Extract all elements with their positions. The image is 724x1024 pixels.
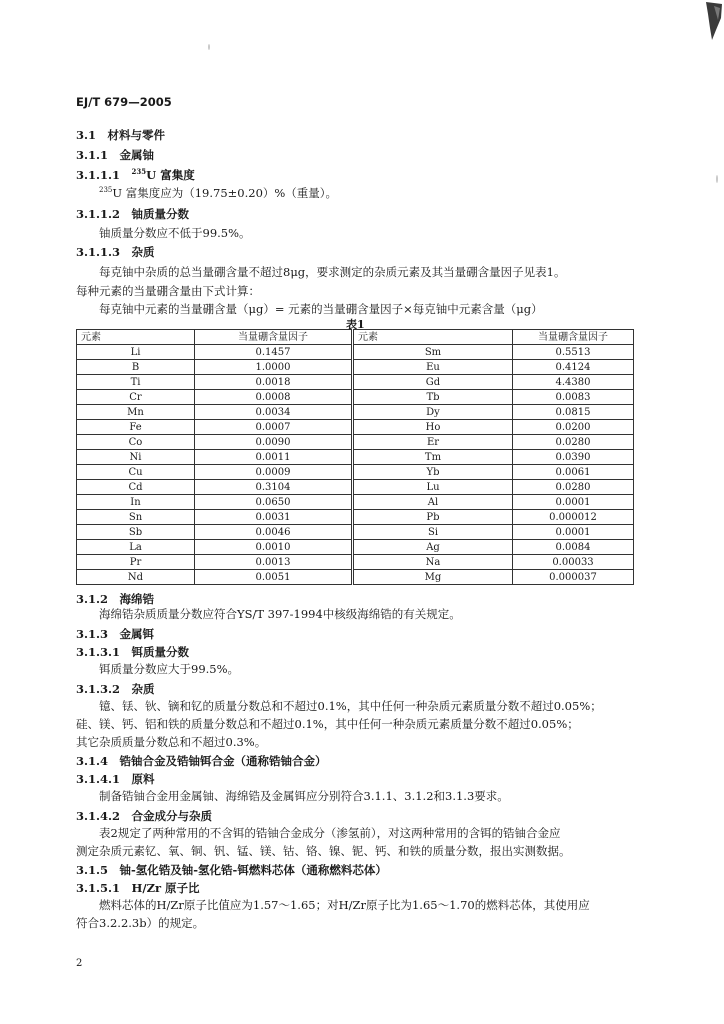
element-cell: Sm xyxy=(353,345,513,360)
page-number: 2 xyxy=(76,958,83,969)
table-row xyxy=(77,495,634,510)
factor-cell: 0.00033 xyxy=(513,555,634,570)
body-line: U 富集度应为（19.75±0.20）%（重量）。 xyxy=(112,186,338,200)
element-cell: Tm xyxy=(353,450,513,465)
table-row xyxy=(77,375,634,390)
body-text xyxy=(99,185,337,201)
table-row xyxy=(77,405,634,420)
section-heading: 3.1.4.1 原料 xyxy=(76,772,155,786)
factor-cell: 0.0650 xyxy=(195,495,353,510)
element-cell: Cr xyxy=(77,390,195,405)
body-text: 镱、铥、钬、镝和钇的质量分数总和不超过0.1%，其中任何一种杂质元素质量分数不超过0.05%； xyxy=(99,699,602,713)
table-caption: 表1 xyxy=(346,318,365,331)
element-cell: Sn xyxy=(77,510,195,525)
factor-cell: 0.000012 xyxy=(513,510,634,525)
factor-cell: 0.0084 xyxy=(513,540,634,555)
factor-cell: 0.3104 xyxy=(195,480,353,495)
factor-cell: 0.0001 xyxy=(513,525,634,540)
section-heading: 3.1.1.2 铀质量分数 xyxy=(76,207,190,221)
superscript: 235 xyxy=(99,186,113,195)
table-row xyxy=(77,540,634,555)
factor-cell: 0.4124 xyxy=(513,360,634,375)
element-cell: Mn xyxy=(77,405,195,420)
body-text: 测定杂质元素钇、氧、铜、钒、锰、镁、钴、铬、镍、铌、钙、和铁的质量分数，报出实测数据。 xyxy=(76,844,571,858)
table-row xyxy=(77,390,634,405)
element-cell: Eu xyxy=(353,360,513,375)
table-row xyxy=(77,570,634,585)
factor-cell: 0.0200 xyxy=(513,420,634,435)
element-cell: Na xyxy=(353,555,513,570)
body-text: 燃料芯体的H/Zr原子比值应为1.57～1.65；对H/Zr原子比为1.65～1.70的燃料芯体，其使用应 xyxy=(99,898,590,912)
table-row xyxy=(77,450,634,465)
body-text: 其它杂质质量分数总和不超过0.3%。 xyxy=(76,735,267,749)
table-row xyxy=(77,555,634,570)
column-header: 元素 xyxy=(353,330,513,345)
section-heading: 3.1.4.2 合金成分与杂质 xyxy=(76,809,213,823)
factor-cell: 0.0009 xyxy=(195,465,353,480)
factor-cell: 0.0280 xyxy=(513,435,634,450)
factor-cell: 0.0013 xyxy=(195,555,353,570)
superscript: 235 xyxy=(131,167,147,177)
body-text: 硅、镁、钙、铝和铁的质量分数总和不超过0.1%，其中任何一种杂质元素质量分数不超过0.05%； xyxy=(76,717,579,731)
table-1 xyxy=(76,329,634,585)
body-text: 每克铀中杂质的总当量硼含量不超过8μg，要求测定的杂质元素及其当量硼含量因子见表1。 xyxy=(99,265,566,279)
body-text: 铒质量分数应大于99.5%。 xyxy=(99,662,240,676)
section-heading: 3.1.5 铀-氢化锆及铀-氢化锆-铒燃料芯体（通称燃料芯体） xyxy=(76,863,387,877)
body-text: 符合3.2.2.3b）的规定。 xyxy=(76,916,205,930)
table-header-row xyxy=(77,330,634,345)
factor-cell: 0.0011 xyxy=(195,450,353,465)
factor-cell: 0.0031 xyxy=(195,510,353,525)
factor-cell: 0.0018 xyxy=(195,375,353,390)
factor-cell: 0.0007 xyxy=(195,420,353,435)
body-text: 海绵锆杂质质量分数应符合YS/T 397-1994中核级海绵锆的有关规定。 xyxy=(99,607,461,621)
factor-cell: 0.0280 xyxy=(513,480,634,495)
scan-artifact-mark xyxy=(694,0,724,45)
section-heading: 3.1.3 金属铒 xyxy=(76,627,155,641)
element-cell: Sb xyxy=(77,525,195,540)
factor-cell: 0.000037 xyxy=(513,570,634,585)
element-cell: Pb xyxy=(353,510,513,525)
table-row xyxy=(77,480,634,495)
table-body xyxy=(77,345,634,585)
element-cell: Lu xyxy=(353,480,513,495)
element-cell: In xyxy=(77,495,195,510)
element-cell: Al xyxy=(353,495,513,510)
section-heading: 3.1.3.1 铒质量分数 xyxy=(76,645,190,659)
factor-cell: 0.0083 xyxy=(513,390,634,405)
element-cell: B xyxy=(77,360,195,375)
factor-cell: 0.0008 xyxy=(195,390,353,405)
table-row xyxy=(77,435,634,450)
element-cell: Pr xyxy=(77,555,195,570)
factor-cell: 0.0046 xyxy=(195,525,353,540)
element-cell: Si xyxy=(353,525,513,540)
factor-cell: 0.0815 xyxy=(513,405,634,420)
column-header: 当量硼含量因子 xyxy=(513,330,634,345)
section-heading xyxy=(76,167,195,183)
column-header: 元素 xyxy=(77,330,195,345)
factor-cell: 0.0090 xyxy=(195,435,353,450)
column-header: 当量硼含量因子 xyxy=(195,330,353,345)
section-heading: 3.1.1 金属铀 xyxy=(76,148,155,162)
section-number: 3.1.1.1 xyxy=(76,168,121,182)
document-number: EJ/T 679—2005 xyxy=(76,95,172,109)
element-cell: La xyxy=(77,540,195,555)
factor-cell: 0.0390 xyxy=(513,450,634,465)
table-row xyxy=(77,345,634,360)
element-cell: Ho xyxy=(353,420,513,435)
element-cell: Cd xyxy=(77,480,195,495)
body-text: 铀质量分数应不低于99.5%。 xyxy=(99,226,251,240)
table-row xyxy=(77,525,634,540)
element-cell: Co xyxy=(77,435,195,450)
element-cell: Tb xyxy=(353,390,513,405)
element-cell: Li xyxy=(77,345,195,360)
table-row xyxy=(77,465,634,480)
factor-cell: 0.0051 xyxy=(195,570,353,585)
table-row xyxy=(77,420,634,435)
body-text: 每种元素的当量硼含量由下式计算： xyxy=(76,284,260,298)
section-heading: 3.1.3.2 杂质 xyxy=(76,682,155,696)
element-cell: Yb xyxy=(353,465,513,480)
element-cell: Er xyxy=(353,435,513,450)
element-cell: Ag xyxy=(353,540,513,555)
element-cell: Dy xyxy=(353,405,513,420)
factor-cell: 0.0010 xyxy=(195,540,353,555)
factor-cell: 0.1457 xyxy=(195,345,353,360)
element-cell: Cu xyxy=(77,465,195,480)
factor-cell: 0.0061 xyxy=(513,465,634,480)
factor-cell: 1.0000 xyxy=(195,360,353,375)
scan-speck xyxy=(716,175,718,183)
section-heading: 3.1.1.3 杂质 xyxy=(76,245,155,259)
section-heading: 3.1 材料与零件 xyxy=(76,128,166,142)
element-cell: Nd xyxy=(77,570,195,585)
section-heading: 3.1.4 锆铀合金及锆铀铒合金（通称锆铀合金） xyxy=(76,754,327,768)
factor-cell: 0.0001 xyxy=(513,495,634,510)
scan-speck xyxy=(208,44,210,50)
section-heading: 3.1.2 海绵锆 xyxy=(76,592,155,606)
formula: 每克铀中元素的当量硼含量（μg）= 元素的当量硼含量因子×每克铀中元素含量（μg） xyxy=(99,302,543,316)
factor-cell: 0.5513 xyxy=(513,345,634,360)
table-row xyxy=(77,510,634,525)
element-cell: Fe xyxy=(77,420,195,435)
table-row xyxy=(77,360,634,375)
element-cell: Gd xyxy=(353,375,513,390)
factor-cell: 4.4380 xyxy=(513,375,634,390)
element-cell: Ni xyxy=(77,450,195,465)
body-text: 表2规定了两种常用的不含铒的锆铀合金成分（渗氢前），对这两种常用的含铒的锆铀合金应 xyxy=(99,826,561,840)
element-cell: Ti xyxy=(77,375,195,390)
factor-cell: 0.0034 xyxy=(195,405,353,420)
section-heading: 3.1.5.1 H/Zr 原子比 xyxy=(76,881,200,895)
element-cell: Mg xyxy=(353,570,513,585)
body-text: 制备锆铀合金用金属铀、海绵锆及金属铒应分别符合3.1.1、3.1.2和3.1.3要求。 xyxy=(99,789,509,803)
section-title: U 富集度 xyxy=(146,168,195,182)
